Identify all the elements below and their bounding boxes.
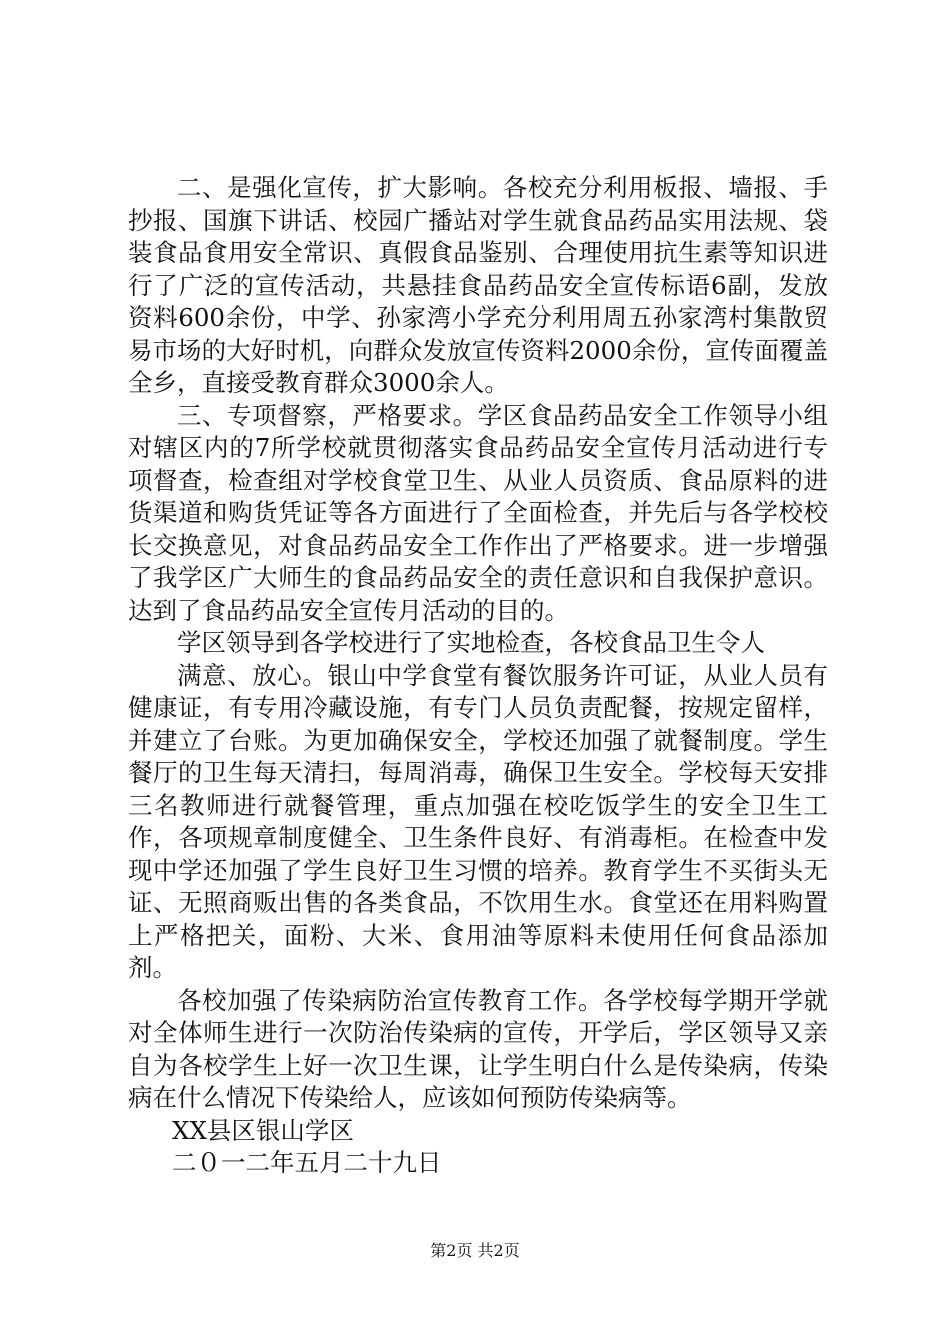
paragraph-disease-prevention: 各校加强了传染病防治宣传教育工作。各学校每学期开学就对全体师生进行一次防治传染病的宣传，开学后，学区领导又亲自为各校学生上好一次卫生课，让学生明白什么是传染病，传染病在什么情况下传染给人，应该如何预防传染病等。 — [128, 985, 828, 1112]
paragraph-site-check-lead: 学区领导到各学校进行了实地检查，各校食品卫生令人 — [177, 628, 765, 657]
paragraph-site-check-detail: 满意、放心。银山中学食堂有餐饮服务许可证，从业人员有健康证，有专用冷藏设施，有专门人员负责配餐，按规定留样，并建立了台账。为更加确保安全，学校还加强了就餐制度。学生餐厅的卫生每天清扫，每周消毒，确保卫生安全。学校每天安排三名教师进行就餐管理，重点加强在校吃饭学生的安全卫生工作，各项规章制度健全、卫生条件良好、有消毒柜。在检查中发现中学还加强了学生良好卫生习惯的培养。教育学生不买街头无证、无照商贩出售的各类食品，不饮用生水。食堂还在用料购置上严格把关，面粉、大米、食用油等原料未使用任何食品添加剂。 — [128, 660, 828, 982]
signature-date: 二０一二年五月二十九日 — [172, 1148, 442, 1177]
document-body — [128, 172, 828, 1180]
signature-org: XX县区银山学区 — [172, 1115, 354, 1145]
paragraph-publicity: 二、是强化宣传，扩大影响。各校充分利用板报、墙报、手抄报、国旗下讲话、校园广播站对学生就食品药品实用法规、袋装食品食用安全常识、真假食品鉴别、合理使用抗生素等知识进行了广泛的宣传活动，共悬挂食品药品安全宣传标语6副，发放资料600余份，中学、孙家湾小学充分利用周五孙家湾村集散贸易市场的大好时机，向群众发放宣传资料2000余份，宣传面覆盖全乡，直接受教育群众3000余人。 — [128, 173, 828, 397]
paragraph-inspection: 三、专项督察，严格要求。学区食品药品安全工作领导小组对辖区内的7所学校就贯彻落实食品药品安全宣传月活动进行专项督查，检查组对学校食堂卫生、从业人员资质、食品原料的进货渠道和购货凭证等各方面进行了全面检查，并先后与各学校校长交换意见，对食品药品安全工作作出了严格要求。进一步增强了我学区广大师生的食品药品安全的责任意识和自我保护意识。达到了食品药品安全宣传月活动的目的。 — [128, 400, 828, 625]
page-footer: 第2页 共2页 — [430, 1241, 520, 1260]
